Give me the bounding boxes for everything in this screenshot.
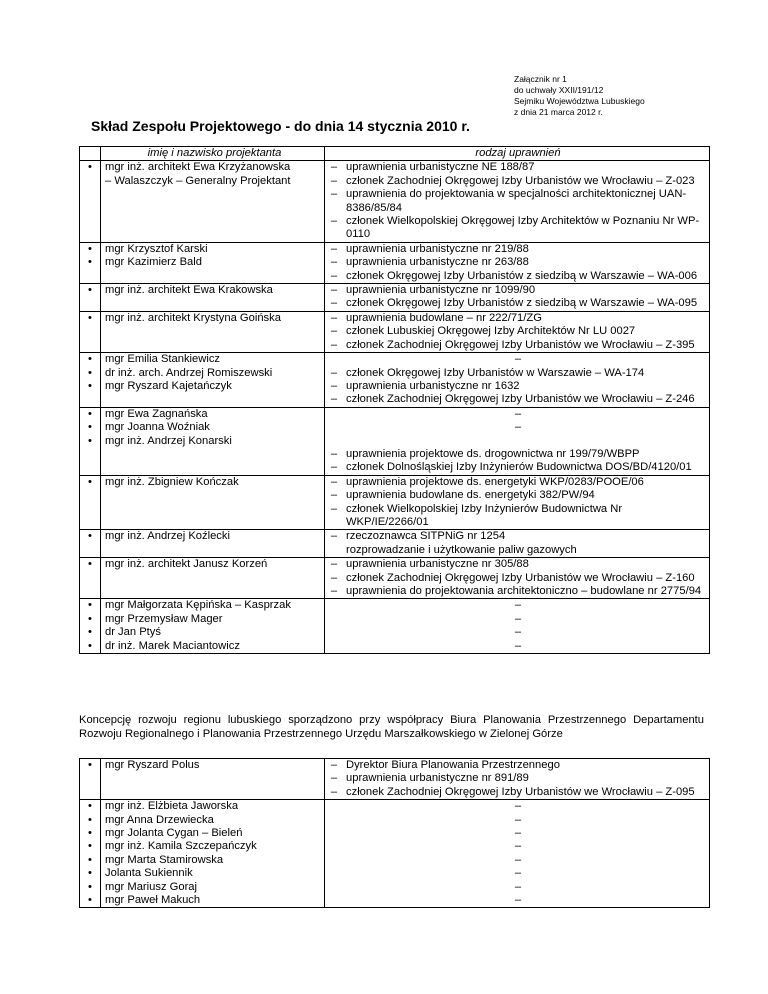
rights-item: uprawnienia urbanistyczne nr 305/88 bbox=[346, 558, 529, 571]
table-row bbox=[80, 530, 710, 558]
table-row bbox=[80, 353, 710, 408]
rights-item: członek Zachodniej Okręgowej Izby Urbanistów we Wrocławiu – Z-023 bbox=[346, 174, 695, 187]
dash-icon: – bbox=[330, 393, 338, 406]
bullet-icon: • bbox=[88, 421, 92, 434]
rights-item: uprawnienia projektowe ds. energetyki WKP/0283/POOE/06 bbox=[346, 475, 644, 488]
table-row bbox=[80, 759, 710, 800]
bullet-icon: • bbox=[88, 353, 92, 366]
person-name: mgr Kazimierz Bald bbox=[105, 256, 202, 269]
bullet-icon: • bbox=[88, 366, 92, 379]
person-name: mgr Jolanta Cygan – Bieleń bbox=[105, 827, 243, 840]
dash-icon: – bbox=[330, 475, 338, 488]
person-name: mgr Joanna Woźniak bbox=[105, 421, 210, 434]
dash-icon: – bbox=[514, 626, 522, 639]
bullet-icon: • bbox=[88, 840, 92, 853]
rights-item: członek Zachodniej Okręgowej Izby Urbanistów we Wrocławiu – Z-095 bbox=[346, 785, 695, 798]
dash-icon: – bbox=[330, 325, 338, 338]
person-name: mgr Ryszard Polus bbox=[105, 759, 200, 771]
dash-icon: – bbox=[330, 242, 338, 255]
dash-icon: – bbox=[514, 353, 522, 366]
rights-item: uprawnienia do projektowania w specjalności architektonicznej UAN- bbox=[346, 188, 687, 201]
person-name: mgr Anna Drzewiecka bbox=[105, 813, 214, 826]
dash-icon: – bbox=[330, 571, 338, 584]
rights-item: uprawnienia urbanistyczne nr 263/88 bbox=[346, 256, 529, 269]
dash-icon: – bbox=[330, 215, 338, 228]
bullet-icon: • bbox=[88, 475, 92, 488]
bullet-icon: • bbox=[88, 599, 92, 612]
bullet-icon: • bbox=[88, 311, 92, 324]
dash-icon: – bbox=[330, 759, 338, 771]
dash-icon: – bbox=[514, 599, 522, 612]
bullet-icon: • bbox=[88, 626, 92, 639]
person-name: mgr Emilia Stankiewicz bbox=[105, 353, 221, 366]
person-name: mgr Paweł Makuch bbox=[105, 894, 201, 907]
rights-item: rzeczoznawca SITPNiG nr 1254 bbox=[346, 530, 506, 543]
table-row bbox=[80, 242, 710, 283]
rights-item: uprawnienia urbanistyczne NE 188/87 bbox=[346, 161, 535, 174]
dash-icon: – bbox=[330, 489, 338, 502]
dash-icon: – bbox=[330, 379, 338, 392]
bullet-icon: • bbox=[88, 434, 92, 447]
dash-icon: – bbox=[330, 530, 338, 543]
person-name: mgr Małgorzata Kępińska – Kasprzak bbox=[105, 599, 291, 612]
person-name: – Walaszczyk – Generalny Projektant bbox=[105, 174, 291, 187]
person-name: mgr inż. Zbigniew Kończak bbox=[105, 475, 239, 488]
dash-icon: – bbox=[330, 502, 338, 515]
table-row bbox=[80, 475, 710, 530]
dash-icon: – bbox=[514, 813, 522, 826]
bullet-icon: • bbox=[88, 894, 92, 907]
cooperation-paragraph: Koncepcję rozwoju regionu lubuskiego sporządzono przy współpracy Biura Planowania Przestrzennego Departamentu Rozwoju Regionalnego i Planowania Przestrzennego Urzędu Marszałkowskiego w Zielonej Górze bbox=[79, 714, 704, 740]
annex-line: do uchwały XXII/191/12 bbox=[514, 85, 604, 95]
rights-item: członek Lubuskiej Okręgowej Izby Architektów Nr LU 0027 bbox=[346, 325, 636, 338]
rights-item: członek Okręgowej Izby Urbanistów z siedzibą w Warszawie – WA-095 bbox=[346, 297, 698, 310]
rights-item: WKP/IE/2266/01 bbox=[346, 515, 429, 528]
bullet-icon: • bbox=[88, 558, 92, 571]
table-row bbox=[80, 599, 710, 654]
rights-item: uprawnienia projektowe ds. drogownictwa nr 199/79/WBPP bbox=[346, 447, 640, 460]
dash-icon: – bbox=[330, 174, 338, 187]
dash-icon: – bbox=[330, 366, 338, 379]
dash-icon: – bbox=[330, 256, 338, 269]
bullet-icon: • bbox=[88, 853, 92, 866]
rights-item: członek Zachodniej Okręgowej Izby Urbanistów we Wrocławiu – Z-395 bbox=[346, 338, 695, 351]
annex-line: z dnia 21 marca 2012 r. bbox=[514, 107, 603, 117]
person-name: mgr inż. Kamila Szczepańczyk bbox=[105, 840, 257, 853]
table-row bbox=[80, 800, 710, 908]
dash-icon: – bbox=[330, 284, 338, 297]
person-name: mgr Marta Stamirowska bbox=[105, 853, 224, 866]
bullet-icon: • bbox=[88, 242, 92, 255]
dash-icon: – bbox=[514, 800, 522, 813]
table-row bbox=[80, 311, 710, 352]
rights-item: Dyrektor Biura Planowania Przestrzennego bbox=[346, 759, 560, 771]
header-rights: rodzaj uprawnień bbox=[325, 147, 710, 161]
table-row bbox=[80, 284, 710, 312]
dash-icon: – bbox=[330, 447, 338, 460]
rights-item: uprawnienia urbanistyczne nr 891/89 bbox=[346, 772, 529, 785]
dash-icon: – bbox=[330, 269, 338, 282]
dash-icon: – bbox=[514, 853, 522, 866]
dash-icon: – bbox=[514, 827, 522, 840]
rights-item: członek Zachodniej Okręgowej Izby Urbanistów we Wrocławiu – Z-246 bbox=[346, 393, 695, 406]
person-name: mgr inż. Andrzej Konarski bbox=[105, 434, 232, 447]
rights-item: uprawnienia budowlane ds. energetyki 382/PW/94 bbox=[346, 489, 595, 502]
person-name: mgr inż. architekt Ewa Krzyżanowska bbox=[105, 161, 291, 174]
person-name: mgr Mariusz Goraj bbox=[105, 880, 198, 893]
rights-item: uprawnienia urbanistyczne nr 1632 bbox=[346, 379, 520, 392]
table-row bbox=[80, 407, 710, 475]
dash-icon: – bbox=[514, 421, 522, 434]
rights-item: uprawnienia urbanistyczne nr 1099/90 bbox=[346, 284, 536, 297]
bullet-icon: • bbox=[88, 867, 92, 880]
bullet-icon: • bbox=[88, 256, 92, 269]
dash-icon: – bbox=[514, 407, 522, 420]
bullet-icon: • bbox=[88, 827, 92, 840]
dash-icon: – bbox=[514, 612, 522, 625]
person-name: Jolanta Sukiennik bbox=[105, 867, 193, 880]
person-name: mgr Krzysztof Karski bbox=[105, 242, 208, 255]
person-name: mgr inż. architekt Ewa Krakowska bbox=[105, 284, 273, 297]
rights-item: członek Okręgowej Izby Urbanistów z siedzibą w Warszawie – WA-006 bbox=[346, 269, 698, 282]
bullet-icon: • bbox=[88, 379, 92, 392]
dash-icon: – bbox=[514, 840, 522, 853]
rights-item: uprawnienia urbanistyczne nr 219/88 bbox=[346, 242, 529, 255]
rights-item: członek Okręgowej Izby Urbanistów w Warszawie – WA-174 bbox=[346, 366, 645, 379]
rights-item: rozprowadzanie i użytkowanie paliw gazowych bbox=[346, 543, 577, 556]
dash-icon: – bbox=[514, 867, 522, 880]
bullet-icon: • bbox=[88, 880, 92, 893]
rights-item: członek Zachodniej Okręgowej Izby Urbanistów we Wrocławiu – Z-160 bbox=[346, 571, 695, 584]
person-name: mgr inż. architekt Janusz Korzeń bbox=[105, 558, 268, 571]
rights-item: członek Dolnośląskiej Izby Inżynierów Budownictwa DOS/BD/4120/01 bbox=[346, 461, 692, 474]
dash-icon: – bbox=[330, 558, 338, 571]
person-name: mgr inż. architekt Krystyna Goińska bbox=[105, 311, 281, 324]
table-row bbox=[80, 558, 710, 599]
bullet-icon: • bbox=[88, 530, 92, 543]
bullet-icon: • bbox=[88, 612, 92, 625]
rights-item: 8386/85/84 bbox=[346, 201, 402, 214]
person-name: dr inż. arch. Andrzej Romiszewski bbox=[105, 366, 273, 379]
dash-icon: – bbox=[330, 461, 338, 474]
annex-line: Sejmiku Województwa Lubuskiego bbox=[514, 96, 645, 106]
dash-icon: – bbox=[330, 297, 338, 310]
person-name: mgr Ewa Zagnańska bbox=[105, 407, 208, 420]
planning-bureau-table bbox=[79, 758, 710, 908]
design-team-table bbox=[79, 146, 710, 654]
bullet-icon: • bbox=[88, 407, 92, 420]
person-name: dr inż. Marek Maciantowicz bbox=[105, 639, 240, 652]
dash-icon: – bbox=[330, 772, 338, 785]
rights-item: członek Wielkopolskiej Izby Inżynierów Budownictwa Nr bbox=[346, 502, 623, 515]
person-name: dr Jan Ptyś bbox=[105, 626, 161, 639]
document-title: Skład Zespołu Projektowego - do dnia 14 stycznia 2010 r. bbox=[91, 118, 470, 134]
dash-icon: – bbox=[514, 639, 522, 652]
rights-item: 0110 bbox=[346, 228, 371, 241]
bullet-icon: • bbox=[88, 161, 92, 174]
dash-icon: – bbox=[514, 894, 522, 907]
bullet-icon: • bbox=[88, 813, 92, 826]
rights-item: uprawnienia budowlane – nr 222/71/ZG bbox=[346, 311, 542, 324]
person-name: mgr inż. Andrzej Koźlecki bbox=[105, 530, 230, 543]
person-name: mgr inż. Elżbieta Jaworska bbox=[105, 800, 239, 813]
dash-icon: – bbox=[330, 311, 338, 324]
dash-icon: – bbox=[330, 338, 338, 351]
header-row bbox=[80, 147, 710, 161]
person-name: mgr Ryszard Kajetańczyk bbox=[105, 379, 232, 392]
header-name: imię i nazwisko projektanta bbox=[101, 147, 325, 161]
rights-item: członek Wielkopolskiej Okręgowej Izby Architektów w Poznaniu Nr WP- bbox=[346, 215, 700, 228]
bullet-icon: • bbox=[88, 284, 92, 297]
dash-icon: – bbox=[514, 880, 522, 893]
dash-icon: – bbox=[330, 785, 338, 798]
bullet-icon: • bbox=[88, 639, 92, 652]
person-name: mgr Przemysław Mager bbox=[105, 612, 223, 625]
bullet-icon: • bbox=[88, 759, 92, 771]
rights-item: uprawnienia do projektowania architektoniczno – budowlane nr 2775/94 bbox=[346, 584, 702, 597]
annex-line: Załącznik nr 1 bbox=[514, 74, 567, 84]
dash-icon: – bbox=[330, 161, 338, 174]
dash-icon: – bbox=[330, 584, 338, 597]
annex-note bbox=[514, 74, 645, 118]
dash-icon: – bbox=[330, 188, 338, 201]
bullet-icon: • bbox=[88, 800, 92, 813]
table-row bbox=[80, 161, 710, 242]
